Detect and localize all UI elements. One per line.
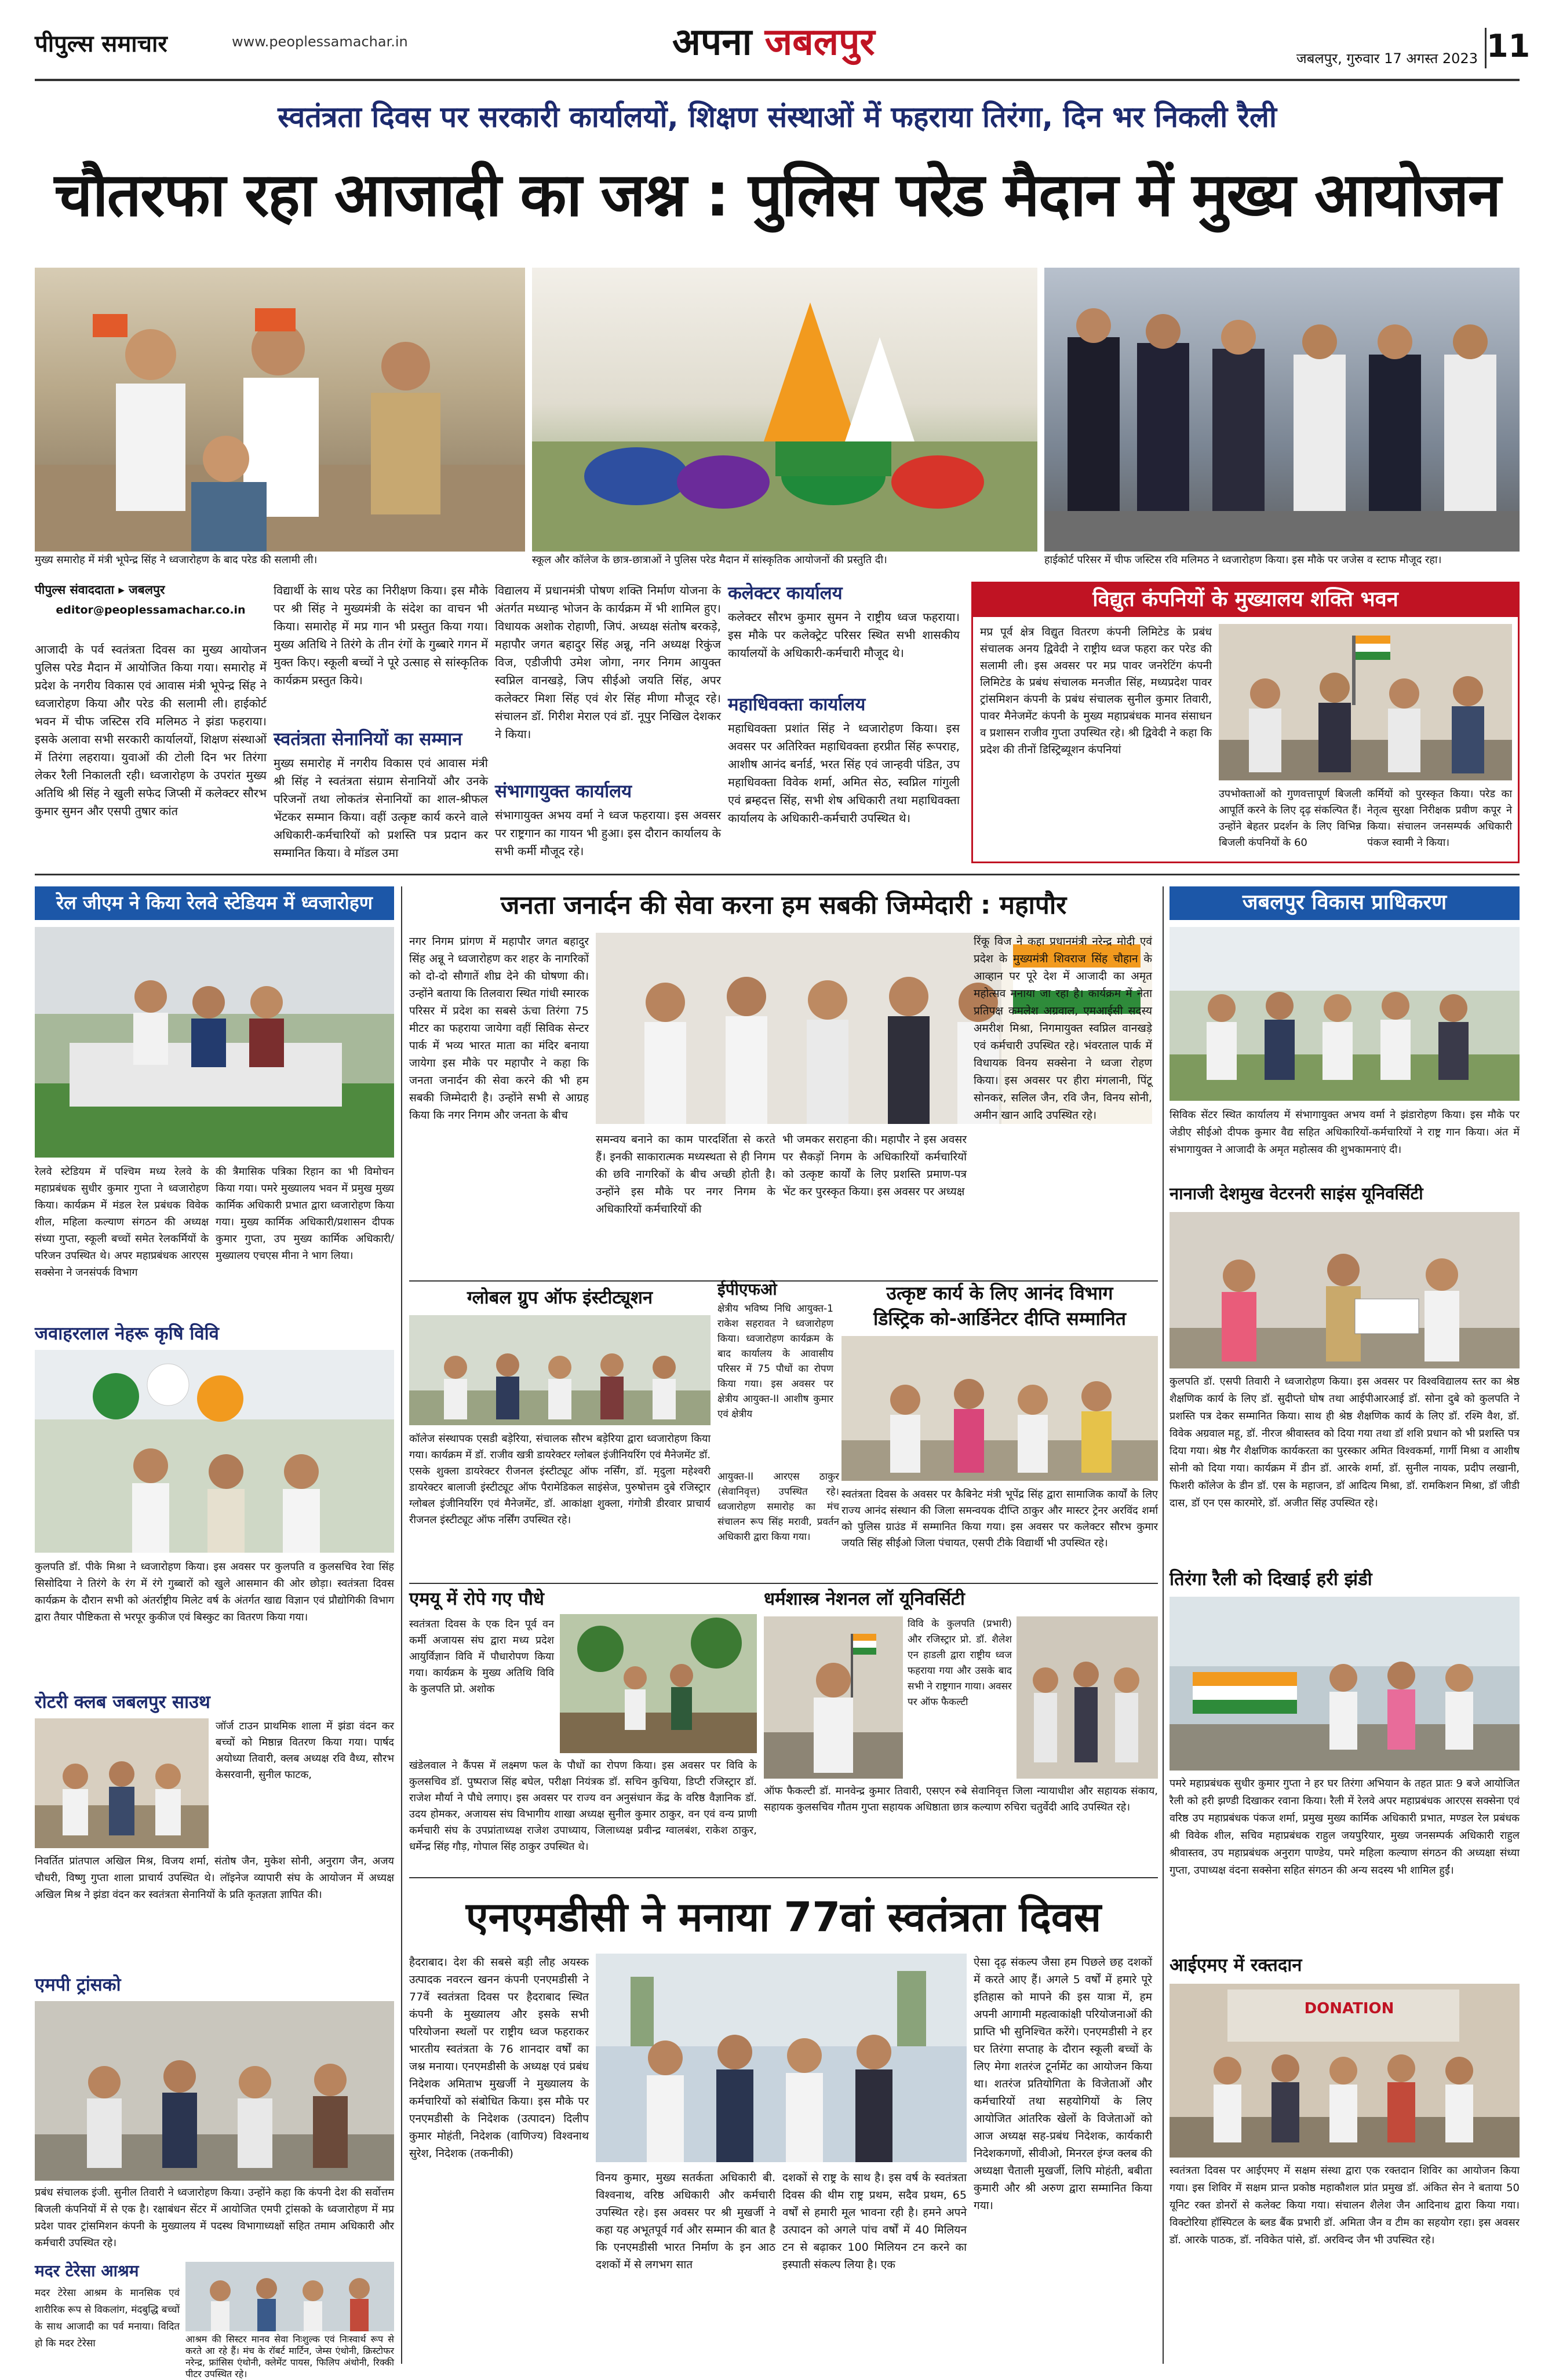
jda-heading: जबलपुर विकास प्राधिकरण <box>1170 886 1520 920</box>
teresa-photo <box>185 2262 394 2331</box>
sub-collector-office: कलेक्टर कार्यालय <box>728 583 843 604</box>
teresa-text-b: आश्रम की सिस्टर मानव सेवा निःशुल्क एवं निःस्वार्थ रूप से करते आ रहे हैं। मंच के रॉबर्ट मार्टिन, जेम्स एंथोनी, क्रिस्टोफर नरेन्द्र, फ्रांसिस एंथोनी, क्लेमेंट पायस, फिलिप अंथोनी, रिक्की पीटर उपस्थित रहे। <box>185 2334 394 2379</box>
ima-text: स्वतंत्रता दिवस पर आईएमए में सक्षम संस्था द्वारा एक रक्तदान शिविर का आयोजन किया गया। इस शिविर में सक्षम प्रान्त प्रकोष्ठ महाकौशल प्रांत प्रमुख डॉ. अंकित सेन ने बताया 50 यूनिट रक्त डोनरों से कलेक्ट किया गया। संचालन शैलेश जैन आदिनाथ द्वारा किया गया। विक्टोरिया हॉस्पिटल के ब्लड बैंक प्रभारी डॉ. अमिता जैन व टीम का सहयोग रहा। इस अवसर डॉ. आरके पाठक, डॉ. नविकेत पांसे, डॉ. अरविन्द जैन भी उपस्थित रहे। <box>1170 2164 1520 2246</box>
anand-photo <box>841 1336 1158 1481</box>
nmdc-col3: दशकों से राष्ट्र के साथ है। इस वर्ष के स्वतंत्रता दिवस की थीम राष्ट्र प्रथम, सदैव प्रथम, 65 वर्षों से हमारी मूल भावना रही है। हमने अपने उत्पादन को अगले पांच वर्षों में 40 मिलियन टन से बढ़ाकर 100 मिलियन टन करने का इस्पाती संकल्प लिया है। एक <box>782 2171 967 2271</box>
rail-heading: रेल जीएम ने किया रेलवे स्टेडियम में ध्वजारोहण <box>35 886 394 920</box>
logo: पीपुल्स समाचार <box>35 31 167 57</box>
agri-text: कुलपति डॉ. पीके मिश्रा ने ध्वजारोहण किया। इस अवसर पर कुलपति व कुलसचिव रेवा सिंह सिसोदिया ने तिरंगे के रंग में रंगे गुब्बारों को खुले आसमान की ओर छोड़ा। स्वतंत्रता दिवस कार्यक्रम के दौरान सभी को अंतर्राष्ट्रीय मिलेट वर्ष के अंतर्गत खाद्य विज्ञान एवं प्रौद्योगिकी विभाग द्वारा तैयार पौष्टिकता से भरपूर कुकीज एवं बिस्कुट का वितरण किया गया। <box>35 1561 394 1623</box>
section-rule-4 <box>409 1877 1158 1878</box>
mayor-col3: भी जमकर सराहना की। महापौर ने इस अवसर पर सैकड़ों निगम के अधिकारियों कर्मचारियों को उत्कृष्ट कार्यों के लिए प्रशस्ति प्रमाण-पत्र भेंट कर पुरस्कृत किया। इस अवसर पर अध्यक्ष <box>782 1133 967 1198</box>
law-university-image <box>764 1616 903 1779</box>
location-icon: ▸ <box>118 583 125 597</box>
tiranga-rally-image <box>1170 1597 1520 1771</box>
power-heading: विद्युत कंपनियों के मुख्यालय शक्ति भवन <box>973 583 1518 617</box>
lead-col1: आजादी के पर्व स्वतंत्रता दिवस का मुख्य आयोजन पुलिस परेड मैदान में आयोजित किया गया। समारोह में प्रदेश के नगरीय विकास एवं आवास मंत्री भूपेन्द्र सिंह ने ध्वजारोहण किया और परेड की सलामी ली। हाईकोर्ट भवन में चीफ जस्टिस रवि मलिमठ ने झंडा फहराया। इसके अलावा सभी सरकारी कार्यालयों, शिक्षण संस्थाओं में तिरंगा लहराया। युवाओं की टोली दिन भर तिरंगा लेकर रैली निकालती रही। ध्वजारोहण के उपरांत मुख्य अतिथि श्री सिंह ने खुली सफेद जिप्सी में कलेक्टर सौरभ कुमार सुमन और एसपी तुषार कांत <box>35 643 267 818</box>
ima-banner: DONATION <box>1304 2000 1394 2017</box>
page-number: 11 <box>1485 28 1520 68</box>
masthead-rule <box>35 79 1520 81</box>
mu-heading: एमयू में रोपे गए पौधे <box>409 1589 544 1609</box>
law-group-image <box>1017 1616 1158 1779</box>
jda-office-image <box>1170 927 1520 1101</box>
railway-stadium-image <box>35 927 394 1158</box>
lead-col3a: विद्यालय में प्रधानमंत्री पोषण शक्ति निर्माण योजना के अंतर्गत मध्यान्ह भोजन के कार्यक्रम में भी शामिल हुए। विधायक अशोक रोहाणी, जिपं. अध्यक्ष संतोष बरकड़े, महापौर जगत बहादुर सिंह अन्नू, ननि अध्यक्ष रिकुंज विज, एडीजीपी उमेश जोगा, नगर निगम आयुक्त स्वप्निल वानखड़े, जिप सीईओ जयति सिंह, अपर कलेक्टर मिशा सिंह एवं शेर सिंह मीणा मौजूद रहे। संचालन डॉ. गिरीश मेराल एवं डॉ. नूपुर निखिल देशकर ने किया। <box>495 583 721 741</box>
mayor-col2: समन्वय बनाने का काम पारदर्शिता से करते हैं। इनकी साकारात्मक मध्यस्थता से ही निगम की छवि नागरिकों के बीच अच्छी होती है। उन्होंने इस मौके पर नगर निगम के अधिकारियों कर्मचारियों की <box>596 1133 775 1215</box>
power-box <box>971 582 1520 863</box>
nmdc-col1: हैदराबाद। देश की सबसे बड़ी लौह अयस्क उत्पादक नवरत्न खनन कंपनी एनएमडीसी ने 77वें स्वतंत्रता दिवस पर हैदराबाद स्थित कंपनी के मुख्यालय और इसके सभी परियोजना स्थलों पर राष्ट्रीय ध्वज फहराकर भारतीय स्वतंत्रता के 76 शानदार वर्षों का जश्न मनाया। एनएमडीसी के अध्यक्ष एवं प्रबंध निदेशक अमिताभ मुखर्जी ने मुख्यालय के कर्मचारियों को संबोधित किया। इस मौके पर एनएमडीसी के निदेशक (उत्पादन) दिलीप कुमार मोहंती, निदेशक (वाणिज्य) विश्वनाथ सुरेश, निदेशक (तकनीकी) <box>409 1956 589 2160</box>
jda-caption: सिविक सेंटर स्थित कार्यालय में संभागायुक्त अभय वर्मा ने झंडारोहण किया। इस मौके पर जेडीए सीईओ दीपक कुमार वैद्य सहित अधिकारियों-कर्मचारियों ने राष्ट्र गान किया। अंत में संभागायुक्त ने आजादी के अमृत महोत्सव की शुभकामनाएं दी। <box>1170 1109 1520 1156</box>
mayor-col1: नगर निगम प्रांगण में महापौर जगत बहादुर सिंह अन्नू ने ध्वजारोहण कर शहर के नागरिकों को दो-दो सौगातें शीघ्र देने की घोषणा की। उन्होंने बताया कि तिलवारा स्थित गांधी स्मारक परिसर में प्रदेश का सबसे ऊंचा तिरंगा 75 मीटर का फहराया जायेगा वहीं सिविक सेन्टर पार्क में भव्य भारत माता का मंदिर बनाया जायेगा इस मौके पर महापौर ने कहा कि जनता जनार्दन की सेवा करने की भी हम सबकी जिम्मेदारी है। उन्होंने सभी से आग्रह किया कि नगर निगम और जनता के बीच <box>409 935 589 1122</box>
anand-text: स्वतंत्रता दिवस के अवसर पर कैबिनेट मंत्री भूपेंद्र सिंह द्वारा सामाजिक कार्यों के लिए राज्य आनंद संस्थान की जिला समन्वयक दीप्ति ठाकुर और मास्टर ट्रेनर अरविंद शर्मा को पुलिस ग्राउंड में सम्मानित किया गया। इस अवसर पर कलेक्टर सौरभ कुमार जयति सिंह सीईओ जिला पंचायत, एसपी टीके विद्यार्थी भी उपस्थित रहे। <box>841 1488 1158 1549</box>
epfo-text-b: आयुक्त-II आरएस ठाकुर (सेवानिवृत्त) उपस्थित रहे। ध्वजारोहण समारोह का मंच संचालन रूप सिंह मरावी, प्रवर्तन अधिकारी द्वारा किया गया। <box>717 1471 839 1543</box>
mu-text-b: खंडेलवाल ने कैंपस में लक्ष्मण फल के पौधों का रोपण किया। इस अवसर पर विवि के कुलसचिव डॉ. पुष्पराज सिंह बघेल, परीक्षा नियंत्रक डॉ. सचिन कुचिया, डिप्टी रजिस्ट्रार डॉ. राजेश मौर्या ने पौधे लगाए। इस अवसर पर राज्य वन अनुसंधान केंद्र के वरिष्ठ वैज्ञानिक डॉ. उदय होमकर, अजायस संघ विभागीय शाखा अध्यक्ष सुनील कुमार ठाकुर, वन एवं वन्य प्राणी कर्मचारी संघ के उपप्रांताध्यक्ष राजेश उपाध्याय, जिलाध्यक्ष प्रवीन्द्र ग्वालबंश, राकेश ठाकुर, धर्मेन्द्र सिंह गौड़, गोपाल सिंह ठाकुर उपस्थित थे। <box>409 1760 757 1853</box>
rotary-text-b: निवर्तित प्रांतपाल अखिल मिश्र, विजय शर्मा, संतोष जैन, मुकेश सोनी, अनुराग जैन, अजय चौधरी, विष्णु गुप्ता शाला प्राचार्य उपस्थित थे। लॉइनेज व्यापारी संघ के आयोजन में अध्यक्ष अखिल मिश्र ने झंडा वंदन कर स्वतंत्रता सेनानियों के प्रति कृतज्ञता ज्ञापित की। <box>35 1855 394 1901</box>
lead-col4b: महाधिवक्ता प्रशांत सिंह ने ध्वजारोहण किया। इस अवसर पर अतिरिक्त महाधिवक्ता हरप्रीत सिंह रूपराह, आशीष आनंद बर्नार्ड, भरत सिंह एवं जान्हवी पंडित, उप महाधिवक्ता विवेक शर्मा, अमित सेठ, स्वप्निल गांगुली एवं ब्रम्हदत्त सिंह, सभी शेष अधिकारी तथा महाधिवक्ता कार्यालय के अधिकारी-कर्मचारी उपस्थित थे। <box>728 721 960 825</box>
mayor-col4: रिंकू विज ने कहा प्रधानमंत्री नरेन्द्र मोदी एवं प्रदेश के मुख्यमंत्री शिवराज सिंह चौहान के आव्हान पर पूरे देश में आजादी का अमृत महोत्सव मनाया जा रहा है। कार्यक्रम में नेता प्रतिपक्ष कमलेश अग्रवाल, एमआईसी सदस्य अमरीश मिश्रा, निगमायुक्त स्वप्निल वानखड़े एवं कर्मचारी उपस्थित रहे। भंवरताल पार्क में विधायक विनय सक्सेना ने ध्वजा रोहण किया। इस अवसर पर हीरा मंगलानी, पिंटू सोनकर, सलिल जैन, रवि जैन, विनय सोनी, अमीन खान आदि उपस्थित रहे। <box>974 935 1152 1122</box>
tiranga-heading: तिरंगा रैली को दिखाई हरी झंडी <box>1170 1569 1372 1590</box>
col-rule-left <box>401 886 402 2364</box>
section-rule-1 <box>35 874 1520 875</box>
tiranga-photo <box>1170 1597 1520 1771</box>
rail-photo <box>35 927 394 1158</box>
law-photo <box>764 1616 903 1779</box>
vet-university-image <box>1170 1212 1520 1368</box>
ima-heading: आईएमए में रक्तदान <box>1170 1955 1302 1976</box>
nmdc-col4: ऐसा दृढ़ संकल्प जैसा हम पिछले छह दशकों में करते आए हैं। अगले 5 वर्षों में हमारे पूरे इतिहास को मापने की इस यात्रा में, हम अपनी आगामी महत्वाकांक्षी परियोजनाओं की प्राप्ति भी सुनिश्चित करेंगे। एनएमडीसी ने हर घर तिरंगा सप्ताह के दौरान स्कूली बच्चों के लिए मेगा शतरंज टूर्नामेंट का आयोजन किया था। शतरंज प्रतियोगिता के विजेताओं और कर्मचारियों तथा सहयोगियों के लिए आयोजित आंतरिक खेलों के विजेताओं को आज अध्यक्ष सह-प्रबंध निदेशक, कार्यकारी निदेशकगणों, सीवीओ, मिनरल इंग्ज क्लब की अध्यक्षा चैताली मुखर्जी, लिपि मोहंती, बबीता कुमारी और श्री अरुण द्वारा सम्मानित किया गया। <box>974 1956 1152 2212</box>
lead-photo3-caption: हाईकोर्ट परिसर में चीफ जस्टिस रवि मलिमठ ने ध्वजारोहण किया। इस मौके पर जजेस व स्टाफ मौजूद रहा। <box>1044 552 1520 569</box>
nmdc-headline: एनएमडीसी ने मनाया 77वां स्वतंत्रता दिवस <box>465 1893 1102 1941</box>
law-photo-2 <box>1017 1616 1158 1779</box>
byline-name: पीपुल्स संवाददाता <box>35 583 114 597</box>
power-text-b: उपभोक्ताओं को गुणवत्तापूर्ण बिजली आपूर्ति करने के लिए दृढ़ संकल्पित हैं। उन्होंने बेहतर प्रदर्शन के लिए विभिन्न बिजली कंपनियों के 60 <box>1219 788 1361 849</box>
rotary-photo <box>35 1718 209 1848</box>
global-institution-image <box>409 1315 711 1425</box>
lead-photo-highcourt <box>1044 268 1520 569</box>
rotary-text-a: जॉर्ज टाउन प्राथमिक शाला में झंडा वंदन कर बच्चों को मिष्ठान्न वितरण किया गया। पार्षद अयोध्या तिवारी, क्लब अध्यक्ष रवि वैध्य, सौरभ केसरवानी, सुनील फाटक, <box>216 1720 394 1781</box>
jda-photo <box>1170 927 1520 1101</box>
teresa-heading: मदर टेरेसा आश्रम <box>35 2261 139 2280</box>
power-text: मप्र पूर्व क्षेत्र विद्युत वितरण कंपनी लिमिटेड के प्रबंध संचालक अनय द्विवेदी ने राष्ट्रीय ध्वज फहरा कर परेड की सलामी ली। इस अवसर पर मप्र पावर जनरेटिंग कंपनी लिमिटेड के प्रबंध संचालक मनजीत सिंह, मध्यप्रदेश पावर ट्रांसमिशन कंपनी के प्रबंध संचालक सुनील कुमार तिवारी, पावर मैनेजमेंट कंपनी के मुख्य महाप्रबंधक मानव संसाधन व प्रशासन राजीव गुप्ता उपस्थित रहे। श्री द्विवेदी ने कहा कि प्रदेश की तीनों डिस्ट्रिब्यूशन कंपनियां <box>980 626 1212 756</box>
agri-heading: जवाहरलाल नेहरू कृषि विवि <box>35 1323 219 1344</box>
lead-col2a: विद्यार्थी के साथ परेड का निरीक्षण किया। इस मौके पर श्री सिंह ने मुख्यमंत्री के संदेश का वाचन भी किया। समारोह में मप्र गान भी प्रस्तुत किया गया। मुख्य अतिथि ने तिरंगे के तीन रंगों के गुब्बारे गगन में मुक्त किए। स्कूली बच्चों ने पूरे उत्साह से सांस्कृतिक कार्यक्रम प्रस्तुत किये। <box>274 583 488 687</box>
lead-byline <box>35 582 267 601</box>
section-rule-3 <box>409 1583 1158 1584</box>
vet-text: कुलपति डॉ. एसपी तिवारी ने ध्वजारोहण किया। इस अवसर पर विश्वविद्यालय स्तर का श्रेष्ठ शैक्षणिक कार्य के लिए डॉ. सुदीप्तो घोष तथा आईपीआरआई डॉ. सोना दुबे को कुलपति ने प्रशस्ति पत्र देकर सम्मानित किया। साथ ही श्रेष्ठ शैक्षणिक कार्य के लिए डॉ. रश्मि वैश, डॉ. विवेक अग्रवाल महू, डॉ. नीरज श्रीवास्तव को दिया गया तथा डॉ शशि प्रधान को भी प्रशस्ति पत्र दिया गया। श्रेष्ठ गैर शैक्षणिक कार्यकरता का पुरस्कार अमित विश्वकर्मा, गार्गी मिश्रा व आशीष सोनी को दिया गया। कार्यक्रम में डीन डॉ. आरके शर्मा, डॉ. सुनील नायक, प्रदीप लखानी, फिशरी कॉलेज के डीन डॉ. एस के महाजन, डॉ आदित्य मिश्रा, डॉ. रामकिशन मिश्रा, डॉ जीडी दास, डॉ एन एस कारमोरे, डॉ. अजीत सिंह उपस्थित रहे। <box>1170 1375 1520 1509</box>
epfo-text-a: क्षेत्रीय भविष्य निधि आयुक्त-1 राकेश सहरावत ने ध्वजारोहण किया। ध्वजारोहण कार्यक्रम के बाद कार्यालय के आवासीय परिसर में 75 पौधों का रोपण किया गया। इस अवसर पर क्षेत्रीय आयुक्त-II आशीष कुमार एवं क्षेत्रीय <box>717 1303 833 1420</box>
teresa-text-a: मदर टेरेसा आश्रम के मानसिक एवं शारीरिक रूप से विकलांग, मंदबुद्धि बच्चों के साथ आजादी का पर्व मनाया। विदित हो कि मदर टेरेसा <box>35 2287 180 2349</box>
law-heading: धर्मशास्त्र नेशनल लॉ यूनिवर्सिटी <box>764 1589 965 1609</box>
lead-photo2-caption: स्कूल और कॉलेज के छात्र-छात्राओं ने पुलिस परेड मैदान में सांस्कृतिक आयोजनों की प्रस्तुति दी। <box>532 552 1037 569</box>
nmdc-col2: विनय कुमार, मुख्य सतर्कता अधिकारी बी. विश्वनाथ, वरिष्ठ अधिकारी और कर्मचारी उपस्थित रहे। इस अवसर पर श्री मुखर्जी ने कहा यह अभूतपूर्व गर्व और सम्मान की बात है कि एनएमडीसी भारत निर्माण के इन आठ दशकों में से लगभग सात <box>596 2171 775 2271</box>
mayor-heading: जनता जनार्दन की सेवा करना हम सबकी जिम्मेदारी : महापौर <box>500 890 1067 920</box>
nmdc-celebration-image <box>596 1954 967 2162</box>
byline-email[interactable]: editor@peoplessamachar.co.in <box>56 604 246 616</box>
lead-col3b: संभागायुक्त अभय वर्मा ने ध्वज फहराया। इस अवसर पर राष्ट्रगान का गायन भी हुआ। इस दौरान कार्यालय के सभी कर्मी मौजूद रहे। <box>495 808 721 858</box>
site-url[interactable]: www.peoplessamachar.in <box>232 34 408 50</box>
ima-photo <box>1170 1984 1520 2158</box>
sub-divisional-office: संभागायुक्त कार्यालय <box>495 781 632 802</box>
section-title <box>672 15 974 64</box>
nmdc-photo <box>596 1954 967 2162</box>
lead-kicker: स्वतंत्रता दिवस पर सरकारी कार्यालयों, शिक्षण संस्थाओं में फहराया तिरंगा, दिन भर निकली रैली <box>278 100 1277 134</box>
law-text-a: विवि के कुलपति (प्रभारी) और रजिस्ट्रार प्रो. डॉ. शैलेश एन हाडली द्वारा राष्ट्रीय ध्वज फहराया गया और उसके बाद सभी ने राष्ट्रगान गाया। अवसर पर ऑफ फैकल्टी <box>908 1618 1012 1708</box>
mptransco-text: प्रबंध संचालक इंजी. सुनील तिवारी ने ध्वजारोहण किया। उन्होंने कहा कि कंपनी देश की सर्वोत्तम बिजली कंपनियों में से एक है। रक्षाबंधन सेंटर में आयोजित एमपी ट्रांसको के ध्वजारोहण में मप्र प्रदेश पावर ट्रांसमिशन कंपनी के मुख्यालय में पदस्थ विभागाध्यक्षों सहित तमाम अधिकारी और कर्मचारी उपस्थित रहे। <box>35 2186 394 2249</box>
vet-photo <box>1170 1212 1520 1368</box>
agriculture-university-image <box>35 1350 394 1553</box>
section-name: जबलपुर <box>764 21 875 64</box>
sub-freedom-fighters: स्वतंत्रता सेनानियों का सम्मान <box>274 729 462 750</box>
global-heading: ग्लोबल ग्रुप ऑफ इंस्टीट्यूशन <box>467 1287 653 1308</box>
anand-heading-line1: उत्कृष्ट कार्य के लिए आनंद विभाग <box>886 1282 1113 1304</box>
section-prefix: अपना <box>672 21 752 64</box>
anand-heading-line2: डिस्ट्रिक को-आर्डिनेटर दीप्ति सम्मानित <box>873 1308 1127 1330</box>
sub-advocate-general: महाधिवक्ता कार्यालय <box>728 694 866 715</box>
power-flag-image <box>1219 624 1512 780</box>
teresa-ashram-image <box>185 2262 394 2331</box>
law-text-b: ऑफ फैकल्टी डॉ. मानवेन्द्र कुमार तिवारी, एसएन रुबे सेवानिवृत्त जिला न्यायाधीश और सहायक संकाय, सहायक कुलसचिव गौतम गुप्ता सहायक अधिष्ठाता छात्र कल्याण रुचिरा चतुर्वेदी आदि उपस्थित रहे। <box>764 1785 1158 1813</box>
mptransco-flag-image <box>35 2001 394 2181</box>
agri-photo <box>35 1350 394 1553</box>
mptransco-heading: एमपी ट्रांसको <box>35 1974 121 1995</box>
rail-text-b: की त्रैमासिक पत्रिका रिहान का भी विमोचन किया गया। पमरे मुख्यालय भवन में प्रमुख मुख्य कार्मिक अधिकारी प्रभात द्वारा ध्वजारोहण किया गया। मुख्य कार्मिक अधिकारी/प्रशासन दीपक कुमार गुप्ता, उप मुख्य कार्मिक अधिकारी/मुख्यालय एचएस मीना ने भाग लिया। <box>216 1166 394 1262</box>
mptransco-photo <box>35 2001 394 2181</box>
mu-photo <box>560 1614 757 1753</box>
rotary-school-image <box>35 1718 209 1848</box>
tiranga-text: पमरे महाप्रबंधक सुधीर कुमार गुप्ता ने हर घर तिरंगा अभियान के तहत प्रातः 9 बजे आयोजित रैली को हरी झण्डी दिखाकर रवाना किया। रैली में रेलवे अपर महाप्रबंधक आरएस सक्सेना एवं वरिष्ठ उप महाप्रबंधक पंकज शर्मा, प्रमुख मुख्य कार्मिक अधिकारी प्रभात, मण्डल रेल प्रबंधक श्री विवेक शील, सचिव महाप्रबंधक राहुल जयपुरियार, मुख्य जनसम्पर्क अधिकारी राहुल श्रीवास्तव, उप महाप्रबंधक अनुराग पाण्डेय, पमरे महिला कल्याण संगठन की अध्यक्षा संध्या गुप्ता, उपाध्यक्ष वंदना सक्सेना सहित संगठन की अन्य सदस्य भी शामिल हुईं। <box>1170 1777 1520 1877</box>
col-rule-right <box>1163 886 1164 2364</box>
power-photo <box>1219 624 1512 780</box>
mu-text-a: स्वतंत्रता दिवस के एक दिन पूर्व वन कर्मी अजायस संघ द्वारा मध्य प्रदेश आयुर्विज्ञान विवि में पौधारोपण किया गया। कार्यक्रम के मुख्य अतिथि विवि के कुलपति प्रो. अशोक <box>409 1618 554 1695</box>
parade-salute-image <box>35 268 525 569</box>
vet-heading: नानाजी देशमुख वेटरनरी साइंस यूनिवर्सिटी <box>1170 1184 1423 1203</box>
anand-felicitation-image <box>841 1336 1158 1481</box>
global-photo <box>409 1315 711 1425</box>
power-text-c: कर्मियों को पुरस्कृत किया। परेड का नेतृत्व सुरक्षा निरीक्षक प्रवीण कपूर ने किया। संचालन जनसम्पर्क अधिकारी पंकज स्वामी ने किया। <box>1367 788 1512 849</box>
highcourt-flag-hoisting-image <box>1044 268 1520 569</box>
rotary-heading: रोटरी क्लब जबलपुर साउथ <box>35 1692 210 1713</box>
anand-heading <box>841 1280 1158 1333</box>
lead-photo-cultural <box>532 268 1037 569</box>
rail-text-a: रेलवे स्टेडियम में पश्चिम मध्य रेलवे के महाप्रबंधक सुधीर कुमार गुप्ता ने ध्वजारोहण किया। कार्यक्रम में मंडल रेल प्रबंधक विवेक शील, महिला कल्याण संगठन की अध्यक्ष संध्या गुप्ता, स्कूली बच्चों समेत रेलकर्मियों के परिजन उपस्थित थे। अपर महाप्रबंधक आरएस सक्सेना ने जनसंपर्क विभाग <box>35 1166 209 1279</box>
epfo-heading: ईपीएफओ <box>717 1280 777 1299</box>
global-text: कॉलेज संस्थापक एसडी बड़ेरिया, संचालक सौरभ बड़ेरिया द्वारा ध्वजारोहण किया गया। कार्यक्रम में डॉ. राजीव खत्री डायरेक्टर ग्लोबल इंजीनियरिंग एवं मैनेजमेंट डॉ. एसके शुक्ला डायरेक्टर रीजनल इंस्टीट्यूट ऑफ नर्सिंग, डॉ. मृदुला महेश्वरी डायरेक्टर बालाजी इंस्टीट्यूट ऑफ पैरामेडिकल साइंसेज, पुरुषोत्तम दुबे रजिस्ट्रार ग्लोबल इंजीनियरिंग एवं मैनेजमेंट, डॉ. आकांक्षा शुक्ला, गंगोत्री डीरवार प्राचार्य रीजनल इंस्टीट्यूट ऑफ नर्सिंग उपस्थित रहे। <box>409 1433 711 1526</box>
cultural-performance-image <box>532 268 1037 569</box>
lead-col2b: मुख्य समारोह में नगरीय विकास एवं आवास मंत्री श्री सिंह ने स्वतंत्रता संग्राम सेनानियों और उनके परिजनों तथा लोकतंत्र सेनानियों का शाल-श्रीफल भेंटकर सम्मान किया। वहीं उत्कृष्ट कार्य करने वाले अधिकारी-कर्मचारियों को प्रशस्ति पत्र प्रदान कर सम्मानित किया। वे मॉडल उमा <box>274 756 488 860</box>
lead-photo1-caption: मुख्य समारोह में मंत्री भूपेन्द्र सिंह ने ध्वजारोहण के बाद परेड की सलामी ली। <box>35 552 525 569</box>
lead-headline: चौतरफा रहा आजादी का जश्न : पुलिस परेड मैदान में मुख्य आयोजन <box>54 159 1500 230</box>
dateline: जबलपुर, गुरुवार 17 अगस्त 2023 <box>1296 50 1478 67</box>
tree-plantation-image <box>560 1614 757 1753</box>
byline-city: जबलपुर <box>129 583 165 597</box>
masthead <box>0 0 1552 87</box>
lead-col4a: कलेक्टर सौरभ कुमार सुमन ने राष्ट्रीय ध्वज फहराया। इस मौके पर कलेक्ट्रेट परिसर स्थित सभी शासकीय कार्यालयों के अधिकारी-कर्मचारी मौजूद थे। <box>728 610 960 660</box>
lead-photo-parade <box>35 268 525 569</box>
